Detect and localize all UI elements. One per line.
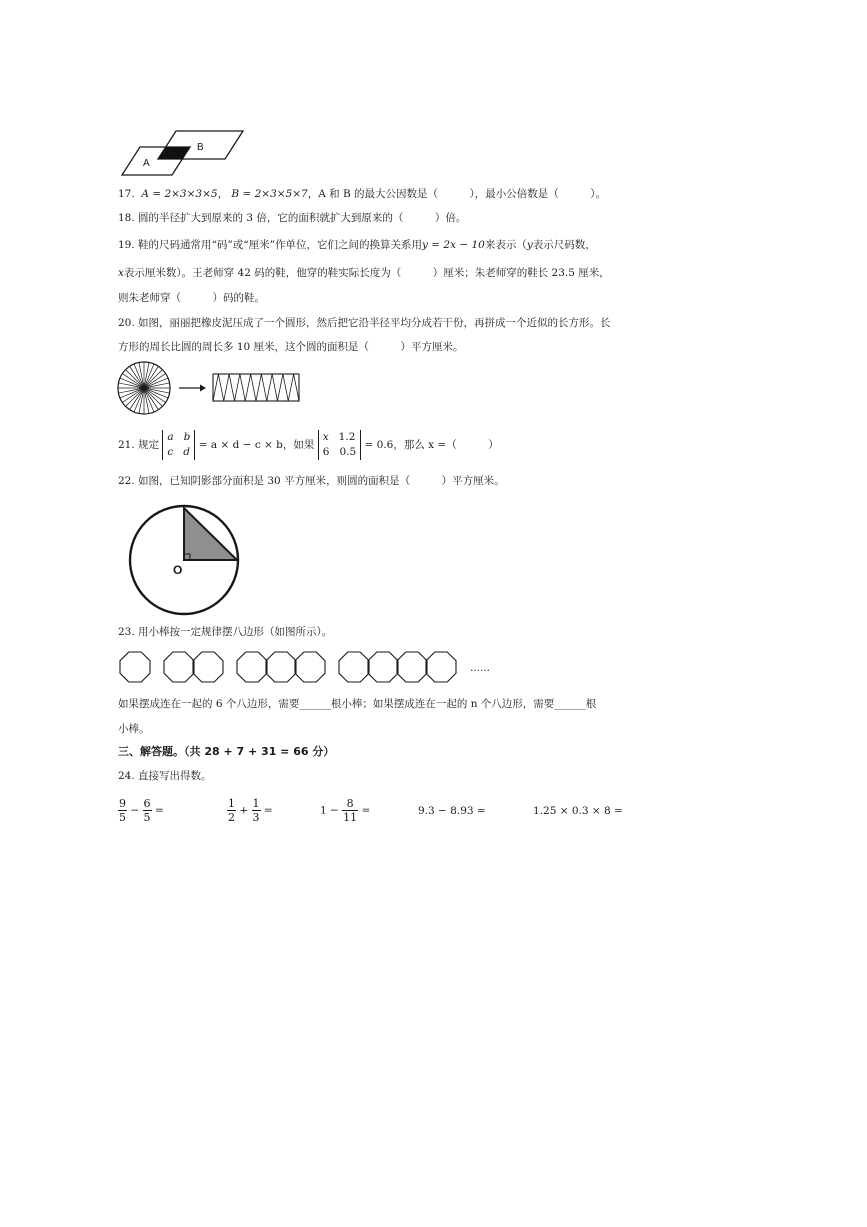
octagon-pattern-figure xyxy=(118,647,498,687)
prefix: 1 − xyxy=(320,804,339,817)
octagon xyxy=(266,652,296,682)
q17-question: ，A 和 B 的最大公因数是（ ），最小公倍数是（ ）。 xyxy=(307,188,607,200)
shaded-triangle xyxy=(184,508,237,560)
q19-formula: y = 2x − 10 xyxy=(422,239,485,251)
det2-b: 1.2 xyxy=(338,431,356,443)
question-22: 22. 如图，已知阴影部分面积是 30 平方厘米，则圆的面积是（ ）平方厘米。 xyxy=(118,475,505,487)
question-19-line2 xyxy=(118,266,610,280)
q21-prefix: 21. 规定 xyxy=(118,439,160,451)
equals: = xyxy=(361,804,371,817)
fraction: $\frac{9}{5}$ xyxy=(119,797,126,824)
q21-rule: = a × d − c × b，如果 xyxy=(198,439,315,451)
equals: = xyxy=(154,804,164,817)
fraction: $\frac{8}{11}$ xyxy=(343,797,358,824)
question-20-line2: 方形的周长比圆的周长多 10 厘米，这个圆的面积是（ ）平方厘米。 xyxy=(118,341,464,353)
q19-y-var: y xyxy=(526,239,533,251)
circle-to-rectangle-figure xyxy=(116,360,306,416)
det1-b: b xyxy=(183,431,191,443)
octagon xyxy=(295,652,325,682)
octagon xyxy=(164,652,194,682)
q21-result: = 0.6，那么 x =（ ） xyxy=(364,439,499,451)
approximate-rectangle xyxy=(213,374,299,401)
q19-text-line2: 表示厘米数）。王老师穿 42 码的鞋，他穿的鞋实际长度为（ ）厘米；朱老师穿的鞋长 23.5 厘米， xyxy=(123,267,610,279)
calc-item-4 xyxy=(418,805,486,817)
determinant-1 xyxy=(162,430,195,460)
expression: 1.25 × 0.3 × 8 = xyxy=(533,805,623,817)
question-18: 18. 圆的半径扩大到原来的 3 倍，它的面积就扩大到原来的（ ）倍。 xyxy=(118,212,467,224)
q17-b-expression: B = 2×3×5×7 xyxy=(231,188,308,200)
octagon xyxy=(237,652,267,682)
overlap-shaded xyxy=(158,147,190,159)
octagon xyxy=(339,652,369,682)
question-23-line2: 如果摆成连在一起的 6 个八边形，需要______根小棒；如果摆成连在一起的 n 个八边形，需要______根 xyxy=(118,698,597,710)
calc-item-5 xyxy=(533,805,623,817)
question-23: 23. 用小棒按一定规律摆八边形（如图所示）。 xyxy=(118,626,333,638)
label-b: B xyxy=(197,142,204,153)
section-3-title: 三、解答题。（共 28 + 7 + 31 = 66 分） xyxy=(118,745,335,758)
q19-text-c: 表示尺码数， xyxy=(532,239,596,251)
q17-number: 17. xyxy=(118,188,135,200)
circle-triangle-figure xyxy=(124,502,244,617)
question-21 xyxy=(118,428,499,462)
q17-a-expression: A = 2×3×3×5 xyxy=(141,188,218,200)
calc-item-3 xyxy=(320,797,370,824)
fraction: $\frac{6}{5}$ xyxy=(143,797,151,824)
label-a: A xyxy=(143,158,150,169)
q19-x-var: x xyxy=(118,267,124,279)
center-label: O xyxy=(173,563,183,577)
calc-item-1 xyxy=(118,797,164,824)
octagon xyxy=(120,652,150,682)
fraction: $\frac{1}{3}$ xyxy=(252,797,260,824)
calc-item-2 xyxy=(227,797,273,824)
q19-text-a: 19. 鞋的尺码通常用“码”或“厘米”作单位，它们之间的换算关系用 xyxy=(118,239,423,251)
octagon xyxy=(397,652,427,682)
fraction: $\frac{1}{2}$ xyxy=(228,797,235,824)
det2-d: 0.5 xyxy=(339,446,357,458)
operator: − xyxy=(130,804,140,817)
question-20-line1: 20. 如图，丽丽把橡皮泥压成了一个圆形，然后把它沿半径平均分成若干份，再拼成一个近似的长方形。长 xyxy=(118,317,611,329)
octagon xyxy=(193,652,223,682)
arrow-icon xyxy=(179,385,206,392)
question-17: 17. A = 2×3×3×5， B = 2×3×5×7，A 和 B 的最大公因数是（ ），最小公倍数是（ ）。 xyxy=(118,188,607,200)
det1-d: d xyxy=(183,446,191,458)
pattern-ellipsis: …… xyxy=(470,663,490,674)
det1-a: a xyxy=(167,431,174,443)
octagon xyxy=(426,652,456,682)
parallelogram-figure xyxy=(118,128,248,178)
operator: + xyxy=(239,804,249,817)
det2-a: x xyxy=(322,431,329,443)
question-23-line3: 小棒。 xyxy=(118,723,150,735)
zigzag-line xyxy=(213,374,299,401)
divided-circle xyxy=(118,362,170,414)
question-19-line1 xyxy=(118,238,596,252)
equals: = xyxy=(263,804,273,817)
question-19-line3: 则朱老师穿（ ）码的鞋。 xyxy=(118,292,265,304)
det1-c: c xyxy=(167,446,174,458)
octagon xyxy=(368,652,398,682)
expression: 9.3 − 8.93 = xyxy=(418,805,486,817)
determinant-2 xyxy=(318,430,361,460)
det2-c: 6 xyxy=(322,446,330,458)
q19-text-b: 来表示（ xyxy=(484,239,527,251)
question-24: 24. 直接写出得数。 xyxy=(118,770,212,782)
